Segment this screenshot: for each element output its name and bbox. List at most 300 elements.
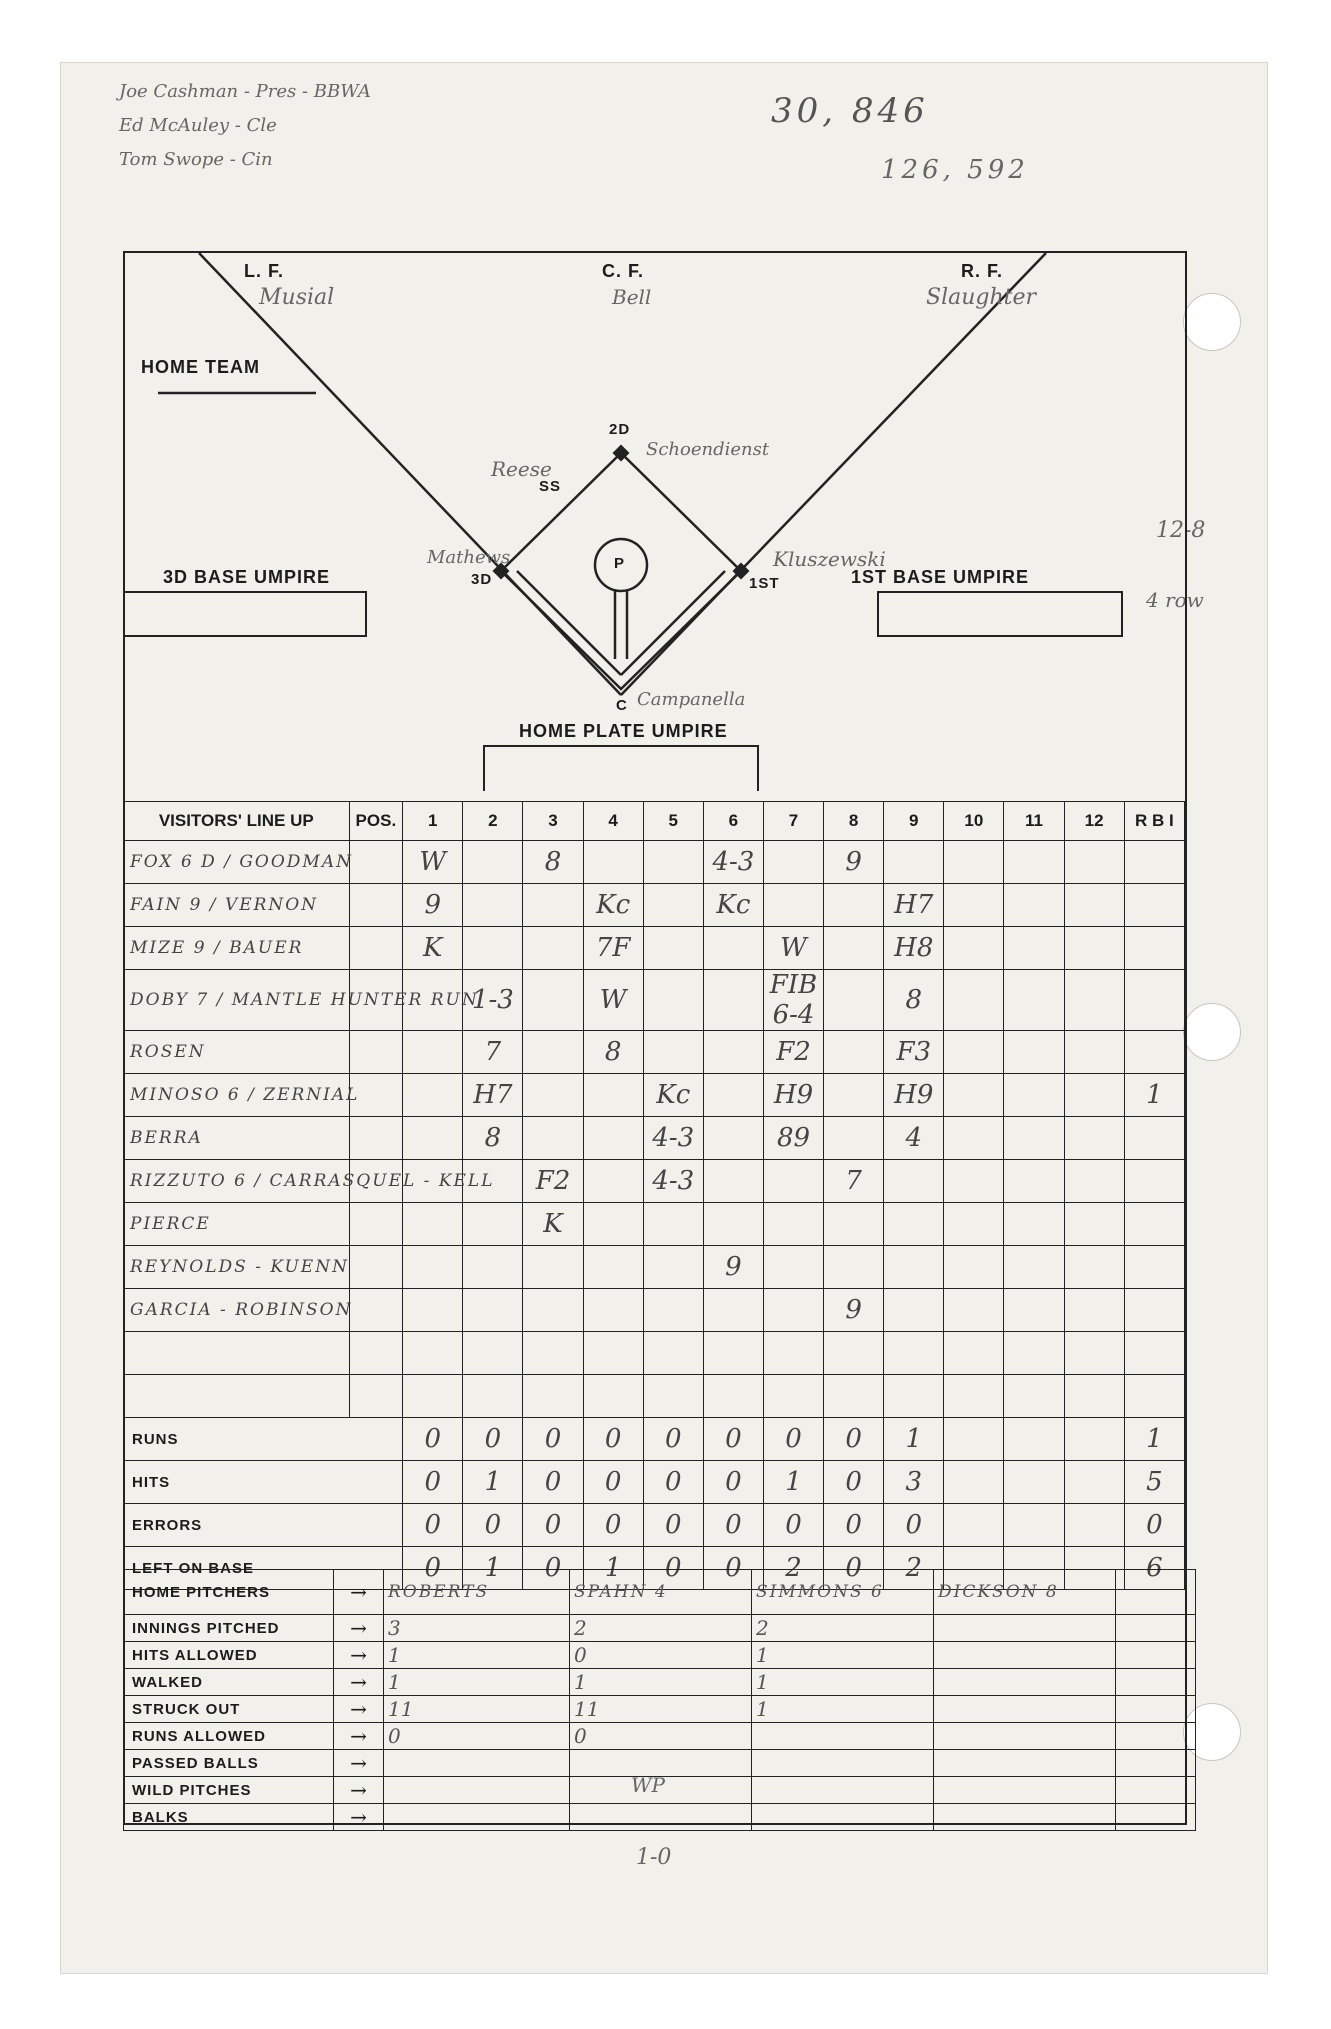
pitching-stat-row: [124, 1750, 1196, 1777]
totals-cell[interactable]: [1064, 1418, 1124, 1461]
inning-cell[interactable]: [824, 1203, 884, 1246]
lineup-player[interactable]: [124, 1375, 350, 1418]
inning-cell[interactable]: [403, 1117, 463, 1160]
totals-cell[interactable]: 1: [463, 1547, 523, 1590]
inning-cell[interactable]: 4-3: [643, 1117, 703, 1160]
totals-cell[interactable]: 0: [824, 1504, 884, 1547]
inning-cell[interactable]: [944, 1031, 1004, 1074]
inning-cell[interactable]: [523, 1375, 583, 1418]
pitching-stat-cell[interactable]: [570, 1804, 752, 1831]
position-cell[interactable]: [349, 841, 403, 884]
rbi-cell[interactable]: [1124, 1332, 1184, 1375]
inning-cell[interactable]: [703, 1074, 763, 1117]
totals-cell[interactable]: 0: [463, 1418, 523, 1461]
inning-cell[interactable]: [884, 1375, 944, 1418]
inning-cell[interactable]: 7: [463, 1031, 523, 1074]
pitching-stat-cell[interactable]: 3: [384, 1615, 570, 1642]
pitching-stat-cell[interactable]: 2: [752, 1615, 934, 1642]
inning-cell[interactable]: F2: [763, 1031, 823, 1074]
totals-cell[interactable]: 0: [703, 1418, 763, 1461]
inning-cell[interactable]: [703, 970, 763, 1031]
totals-cell[interactable]: 3: [884, 1461, 944, 1504]
inning-cell[interactable]: [1004, 1074, 1064, 1117]
inning-cell[interactable]: [523, 1117, 583, 1160]
inning-cell[interactable]: [944, 927, 1004, 970]
inning-cell[interactable]: [884, 1246, 944, 1289]
inning-cell[interactable]: [763, 884, 823, 927]
inning-cell[interactable]: [884, 1160, 944, 1203]
inning-cell[interactable]: [1064, 1117, 1124, 1160]
inning-cell[interactable]: [1064, 1031, 1124, 1074]
inning-cell[interactable]: [824, 1117, 884, 1160]
inning-cell[interactable]: 89: [763, 1117, 823, 1160]
inning-cell[interactable]: [403, 1375, 463, 1418]
totals-cell[interactable]: [1064, 1504, 1124, 1547]
lineup-player[interactable]: FOX 6 D / GOODMAN: [124, 841, 350, 884]
inning-cell[interactable]: [824, 970, 884, 1031]
rbi-cell[interactable]: [1124, 1160, 1184, 1203]
inning-cell[interactable]: [523, 1332, 583, 1375]
pitcher-name[interactable]: DICKSON 8: [934, 1570, 1116, 1615]
pitching-spare-cell[interactable]: [1116, 1804, 1196, 1831]
inning-cell[interactable]: [643, 1246, 703, 1289]
pitching-stat-cell[interactable]: 0: [570, 1723, 752, 1750]
totals-cell[interactable]: 0: [824, 1461, 884, 1504]
inning-cell[interactable]: [763, 1332, 823, 1375]
totals-cell[interactable]: 0: [523, 1547, 583, 1590]
inning-cell[interactable]: [583, 1074, 643, 1117]
totals-cell[interactable]: [1064, 1461, 1124, 1504]
inning-cell[interactable]: [824, 1074, 884, 1117]
inning-cell[interactable]: W: [763, 927, 823, 970]
totals-cell[interactable]: 0: [403, 1504, 463, 1547]
inning-cell[interactable]: [703, 1117, 763, 1160]
inning-cell[interactable]: W: [583, 970, 643, 1031]
inning-cell[interactable]: [403, 1203, 463, 1246]
totals-sum-cell[interactable]: 1: [1124, 1418, 1184, 1461]
totals-cell[interactable]: 0: [403, 1418, 463, 1461]
pitching-stat-cell[interactable]: [752, 1777, 934, 1804]
totals-cell[interactable]: 0: [403, 1461, 463, 1504]
inning-cell[interactable]: [703, 1375, 763, 1418]
inning-cell[interactable]: [944, 1117, 1004, 1160]
home-plate-umpire-label: HOME PLATE UMPIRE: [519, 721, 728, 741]
position-cell[interactable]: [349, 927, 403, 970]
rbi-cell[interactable]: [1124, 1117, 1184, 1160]
inning-cell[interactable]: [583, 1332, 643, 1375]
pitching-stat-cell[interactable]: 1: [384, 1669, 570, 1696]
inning-cell[interactable]: 7: [824, 1160, 884, 1203]
inning-cell[interactable]: 8: [523, 841, 583, 884]
rbi-cell[interactable]: [1124, 1246, 1184, 1289]
inning-cell[interactable]: [1064, 1074, 1124, 1117]
rbi-cell[interactable]: [1124, 884, 1184, 927]
inning-cell[interactable]: [583, 1117, 643, 1160]
inning-cell[interactable]: [703, 1203, 763, 1246]
rbi-cell[interactable]: 1: [1124, 1074, 1184, 1117]
inning-cell[interactable]: [1064, 1203, 1124, 1246]
pitching-spare-cell[interactable]: [1116, 1750, 1196, 1777]
inning-cell[interactable]: [403, 1289, 463, 1332]
inning-cell[interactable]: [824, 884, 884, 927]
inning-cell[interactable]: [1004, 1289, 1064, 1332]
third-base-umpire-box[interactable]: [123, 591, 367, 637]
inning-cell[interactable]: [944, 884, 1004, 927]
position-cell[interactable]: [349, 1203, 403, 1246]
inning-cell[interactable]: [523, 884, 583, 927]
pitching-stat-cell[interactable]: [934, 1750, 1116, 1777]
totals-cell[interactable]: 0: [643, 1504, 703, 1547]
inning-cell[interactable]: [463, 1203, 523, 1246]
inning-cell[interactable]: [944, 970, 1004, 1031]
rbi-cell[interactable]: [1124, 841, 1184, 884]
inning-cell[interactable]: [463, 1289, 523, 1332]
inning-cell[interactable]: [643, 1375, 703, 1418]
inning-cell[interactable]: 4: [884, 1117, 944, 1160]
pitching-stat-cell[interactable]: 1: [570, 1669, 752, 1696]
pitcher-name[interactable]: ROBERTS: [384, 1570, 570, 1615]
position-cell[interactable]: [349, 1289, 403, 1332]
inning-cell[interactable]: [944, 1160, 1004, 1203]
lineup-player[interactable]: BERRA: [124, 1117, 350, 1160]
totals-cell[interactable]: 0: [523, 1418, 583, 1461]
pitching-stat-cell[interactable]: 1: [752, 1696, 934, 1723]
pitching-stat-cell[interactable]: 0: [570, 1642, 752, 1669]
inning-cell[interactable]: [1004, 884, 1064, 927]
inning-cell[interactable]: [1004, 970, 1064, 1031]
inning-cell[interactable]: 9: [824, 1289, 884, 1332]
inning-cell[interactable]: [703, 1031, 763, 1074]
inning-cell[interactable]: [1004, 1203, 1064, 1246]
inning-cell[interactable]: [463, 1375, 523, 1418]
inning-cell[interactable]: F3: [884, 1031, 944, 1074]
pitching-stat-cell[interactable]: 11: [384, 1696, 570, 1723]
position-cell[interactable]: [349, 884, 403, 927]
inning-cell[interactable]: 9: [824, 841, 884, 884]
inning-cell[interactable]: [1004, 1031, 1064, 1074]
inning-cell[interactable]: [523, 1289, 583, 1332]
totals-cell[interactable]: 0: [523, 1504, 583, 1547]
lineup-player[interactable]: [124, 1332, 350, 1375]
position-cell[interactable]: [349, 1332, 403, 1375]
inning-cell[interactable]: [583, 1160, 643, 1203]
pitching-spare-cell[interactable]: [1116, 1669, 1196, 1696]
inning-cell[interactable]: 8: [463, 1117, 523, 1160]
totals-cell[interactable]: 0: [703, 1461, 763, 1504]
totals-sum-cell[interactable]: 0: [1124, 1504, 1184, 1547]
totals-cell[interactable]: [1004, 1461, 1064, 1504]
inning-cell[interactable]: [643, 884, 703, 927]
inning-cell[interactable]: [824, 927, 884, 970]
inning-cell[interactable]: 8: [583, 1031, 643, 1074]
totals-cell[interactable]: 2: [763, 1547, 823, 1590]
inning-cell[interactable]: [703, 1332, 763, 1375]
position-cell[interactable]: [349, 1375, 403, 1418]
pitcher-spare-cell[interactable]: [1116, 1570, 1196, 1615]
inning-cell[interactable]: [583, 1375, 643, 1418]
inning-cell[interactable]: 8: [884, 970, 944, 1031]
field-diagram: [61, 63, 1267, 863]
rbi-cell[interactable]: [1124, 970, 1184, 1031]
pitching-spare-cell[interactable]: [1116, 1642, 1196, 1669]
inning-cell[interactable]: 9: [703, 1246, 763, 1289]
inning-cell[interactable]: H8: [884, 927, 944, 970]
totals-cell[interactable]: 0: [763, 1418, 823, 1461]
pitching-stat-cell[interactable]: 1: [384, 1642, 570, 1669]
inning-cell[interactable]: [523, 1074, 583, 1117]
totals-cell[interactable]: 0: [824, 1418, 884, 1461]
inning-cell[interactable]: [1004, 927, 1064, 970]
position-cell[interactable]: [349, 1246, 403, 1289]
rbi-cell[interactable]: [1124, 927, 1184, 970]
inning-cell[interactable]: [1004, 1332, 1064, 1375]
inning-cell[interactable]: [1064, 970, 1124, 1031]
inning-cell[interactable]: [463, 927, 523, 970]
inning-cell[interactable]: [403, 1332, 463, 1375]
inning-cell[interactable]: [884, 1203, 944, 1246]
rbi-cell[interactable]: [1124, 1375, 1184, 1418]
pitching-stat-cell[interactable]: [384, 1777, 570, 1804]
inning-cell[interactable]: [763, 1289, 823, 1332]
inning-header: 1: [403, 802, 463, 841]
inning-cell[interactable]: 1-3: [463, 970, 523, 1031]
totals-cell[interactable]: [944, 1504, 1004, 1547]
inning-cell[interactable]: K: [403, 927, 463, 970]
rbi-cell[interactable]: [1124, 1031, 1184, 1074]
totals-cell[interactable]: [1004, 1504, 1064, 1547]
rbi-cell[interactable]: [1124, 1203, 1184, 1246]
inning-cell[interactable]: [884, 1289, 944, 1332]
inning-cell[interactable]: [703, 1289, 763, 1332]
totals-cell[interactable]: [1004, 1418, 1064, 1461]
inning-cell[interactable]: F2: [523, 1160, 583, 1203]
pitcher-name[interactable]: SIMMONS 6: [752, 1570, 934, 1615]
totals-cell[interactable]: 0: [463, 1504, 523, 1547]
inning-cell[interactable]: [703, 1160, 763, 1203]
totals-cell[interactable]: 0: [583, 1461, 643, 1504]
totals-cell[interactable]: 0: [763, 1504, 823, 1547]
inning-cell[interactable]: [944, 841, 1004, 884]
inning-cell[interactable]: 9: [403, 884, 463, 927]
inning-cell[interactable]: [523, 1031, 583, 1074]
inning-cell[interactable]: [403, 1074, 463, 1117]
pitching-stat-cell[interactable]: 2: [570, 1615, 752, 1642]
pitching-stat-cell[interactable]: [752, 1804, 934, 1831]
inning-cell[interactable]: [944, 1332, 1004, 1375]
inning-cell[interactable]: [583, 1203, 643, 1246]
inning-cell[interactable]: [763, 841, 823, 884]
lineup-player[interactable]: REYNOLDS - KUENN: [124, 1246, 350, 1289]
totals-cell[interactable]: 0: [703, 1504, 763, 1547]
pitching-stat-cell[interactable]: [384, 1804, 570, 1831]
pitching-stat-cell[interactable]: 1: [752, 1642, 934, 1669]
inning-cell[interactable]: [463, 1246, 523, 1289]
position-cell[interactable]: [349, 1031, 403, 1074]
inning-cell[interactable]: [944, 1375, 1004, 1418]
pitching-stat-cell[interactable]: [934, 1804, 1116, 1831]
totals-cell[interactable]: 0: [583, 1504, 643, 1547]
lineup-player[interactable]: ROSEN: [124, 1031, 350, 1074]
inning-cell[interactable]: Kc: [703, 884, 763, 927]
home-team-label: HOME TEAM: [141, 357, 260, 377]
pitching-stat-cell[interactable]: 0: [384, 1723, 570, 1750]
inning-cell[interactable]: [403, 1031, 463, 1074]
pitching-stat-row: [124, 1723, 1196, 1750]
inning-cell[interactable]: [944, 1289, 1004, 1332]
inning-cell[interactable]: [403, 1246, 463, 1289]
inning-header: 10: [944, 802, 1004, 841]
inning-cell[interactable]: [583, 841, 643, 884]
inning-cell[interactable]: H9: [763, 1074, 823, 1117]
inning-cell[interactable]: [643, 927, 703, 970]
inning-cell[interactable]: [763, 1203, 823, 1246]
inning-cell[interactable]: [1064, 1160, 1124, 1203]
inning-cell[interactable]: Kc: [643, 1074, 703, 1117]
inning-cell[interactable]: [944, 1074, 1004, 1117]
inning-cell[interactable]: 4-3: [643, 1160, 703, 1203]
lineup-player[interactable]: DOBY 7 / MANTLE HUNTER RUN: [124, 970, 350, 1031]
arrow-icon: →: [334, 1750, 384, 1777]
inning-cell[interactable]: [463, 884, 523, 927]
inning-cell[interactable]: [1004, 1117, 1064, 1160]
totals-cell[interactable]: 0: [523, 1461, 583, 1504]
inning-cell[interactable]: [1064, 884, 1124, 927]
inning-cell[interactable]: [824, 1246, 884, 1289]
inning-cell[interactable]: FIB 6-4: [763, 970, 823, 1031]
totals-cell[interactable]: 2: [884, 1547, 944, 1590]
inning-cell[interactable]: [1004, 841, 1064, 884]
table-row: [124, 1031, 1185, 1074]
pitching-stat-cell[interactable]: [384, 1750, 570, 1777]
inning-cell[interactable]: [643, 1289, 703, 1332]
inning-cell[interactable]: [1004, 1375, 1064, 1418]
inning-header: 11: [1004, 802, 1064, 841]
inning-cell[interactable]: [824, 1031, 884, 1074]
inning-cell[interactable]: [583, 1289, 643, 1332]
inning-cell[interactable]: [643, 1203, 703, 1246]
pitching-stat-cell[interactable]: [934, 1615, 1116, 1642]
inning-cell[interactable]: [643, 970, 703, 1031]
inning-cell[interactable]: [643, 1031, 703, 1074]
totals-cell[interactable]: 1: [763, 1461, 823, 1504]
inning-cell[interactable]: [1004, 1160, 1064, 1203]
totals-cell[interactable]: 0: [884, 1504, 944, 1547]
pitching-stat-cell[interactable]: [934, 1777, 1116, 1804]
inning-cell[interactable]: [583, 1246, 643, 1289]
lineup-player[interactable]: MINOSO 6 / ZERNIAL: [124, 1074, 350, 1117]
totals-cell[interactable]: [944, 1418, 1004, 1461]
inning-cell[interactable]: [643, 841, 703, 884]
inning-cell[interactable]: [1064, 1332, 1124, 1375]
pitching-spare-cell[interactable]: [1116, 1696, 1196, 1723]
center-field-label: C. F.: [602, 261, 645, 281]
lineup-player[interactable]: RIZZUTO 6 / CARRASQUEL - KELL: [124, 1160, 350, 1203]
inning-cell[interactable]: [824, 1332, 884, 1375]
totals-label: RUNS: [124, 1418, 403, 1461]
inning-cell[interactable]: [523, 927, 583, 970]
inning-cell[interactable]: 4-3: [703, 841, 763, 884]
lineup-player[interactable]: FAIN 9 / VERNON: [124, 884, 350, 927]
inning-cell[interactable]: Kc: [583, 884, 643, 927]
inning-cell[interactable]: [944, 1246, 1004, 1289]
inning-cell[interactable]: [763, 1375, 823, 1418]
totals-cell[interactable]: 0: [583, 1418, 643, 1461]
pitching-stat-cell[interactable]: [934, 1642, 1116, 1669]
inning-cell[interactable]: [944, 1203, 1004, 1246]
totals-cell[interactable]: 1: [884, 1418, 944, 1461]
pitching-stat-cell[interactable]: [934, 1669, 1116, 1696]
catcher-player: Campanella: [637, 689, 746, 710]
totals-cell[interactable]: 0: [824, 1547, 884, 1590]
pitching-spare-cell[interactable]: [1116, 1615, 1196, 1642]
pitching-stat-label: STRUCK OUT: [124, 1696, 334, 1723]
inning-cell[interactable]: H7: [463, 1074, 523, 1117]
inning-cell[interactable]: H9: [884, 1074, 944, 1117]
inning-cell[interactable]: [763, 1246, 823, 1289]
home-plate-umpire-box[interactable]: [483, 745, 759, 791]
pitching-stat-cell[interactable]: [570, 1750, 752, 1777]
inning-cell[interactable]: [1064, 1246, 1124, 1289]
inning-cell[interactable]: [463, 841, 523, 884]
totals-cell[interactable]: 0: [643, 1418, 703, 1461]
totals-sum-cell[interactable]: 6: [1124, 1547, 1184, 1590]
inning-cell[interactable]: [703, 927, 763, 970]
pitcher-name[interactable]: SPAHN 4: [570, 1570, 752, 1615]
inning-cell[interactable]: [523, 1246, 583, 1289]
inning-cell[interactable]: [884, 1332, 944, 1375]
pitching-stat-cell[interactable]: [570, 1777, 752, 1804]
totals-sum-cell[interactable]: 5: [1124, 1461, 1184, 1504]
lineup-player[interactable]: MIZE 9 / BAUER: [124, 927, 350, 970]
pitching-stat-cell[interactable]: 11: [570, 1696, 752, 1723]
inning-cell[interactable]: H7: [884, 884, 944, 927]
totals-cell[interactable]: 1: [463, 1461, 523, 1504]
inning-cell[interactable]: [523, 970, 583, 1031]
pitching-spare-cell[interactable]: [1116, 1777, 1196, 1804]
inning-cell[interactable]: [763, 1160, 823, 1203]
inning-cell[interactable]: [1064, 1375, 1124, 1418]
inning-cell[interactable]: [463, 1332, 523, 1375]
pitching-stat-cell[interactable]: [752, 1750, 934, 1777]
rbi-cell[interactable]: [1124, 1289, 1184, 1332]
pitching-stat-cell[interactable]: [934, 1723, 1116, 1750]
totals-cell[interactable]: 0: [703, 1547, 763, 1590]
totals-cell[interactable]: 1: [583, 1547, 643, 1590]
first-base-umpire-box[interactable]: [877, 591, 1123, 637]
inning-cell[interactable]: [824, 1375, 884, 1418]
inning-cell[interactable]: K: [523, 1203, 583, 1246]
totals-cell[interactable]: 0: [643, 1461, 703, 1504]
pitching-stat-cell[interactable]: [934, 1696, 1116, 1723]
totals-cell[interactable]: 0: [403, 1547, 463, 1590]
inning-cell[interactable]: [1064, 1289, 1124, 1332]
pitching-stat-cell[interactable]: 1: [752, 1669, 934, 1696]
pitching-spare-cell[interactable]: [1116, 1723, 1196, 1750]
inning-cell[interactable]: [1064, 927, 1124, 970]
totals-cell[interactable]: 0: [643, 1547, 703, 1590]
lineup-player[interactable]: GARCIA - ROBINSON: [124, 1289, 350, 1332]
totals-cell[interactable]: [944, 1461, 1004, 1504]
inning-cell[interactable]: [643, 1332, 703, 1375]
inning-cell[interactable]: W: [403, 841, 463, 884]
inning-cell[interactable]: 7F: [583, 927, 643, 970]
pitching-stat-cell[interactable]: [752, 1723, 934, 1750]
position-cell[interactable]: [349, 1117, 403, 1160]
lineup-player[interactable]: PIERCE: [124, 1203, 350, 1246]
inning-cell[interactable]: [884, 841, 944, 884]
inning-cell[interactable]: [1004, 1246, 1064, 1289]
inning-cell[interactable]: [1064, 841, 1124, 884]
